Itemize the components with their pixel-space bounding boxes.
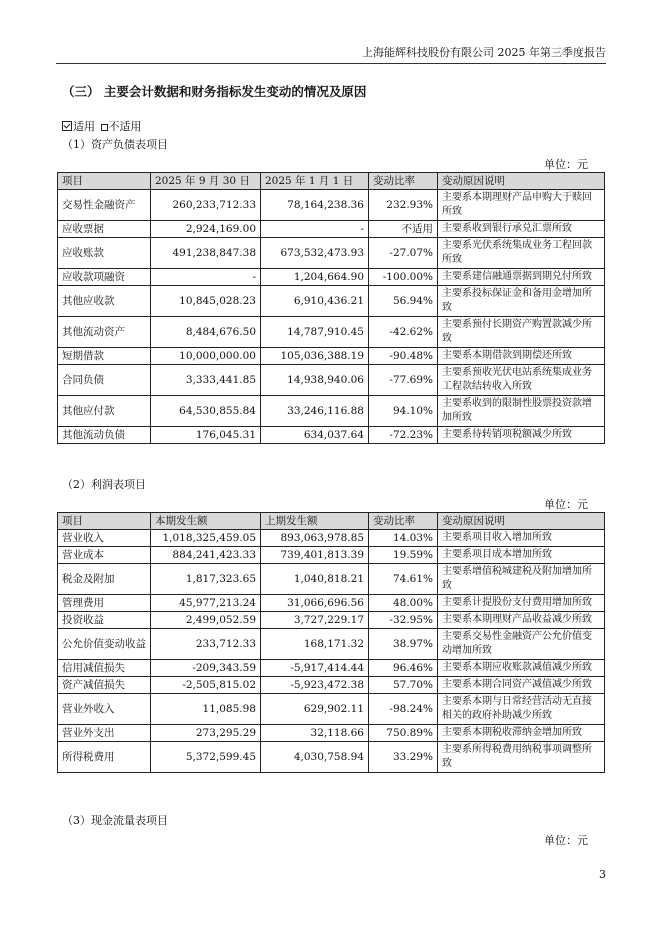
previous-value-cell: 105,036,388.19 [261,348,369,365]
current-value-cell: -2,505,815.02 [151,677,261,694]
table-row [58,564,605,595]
reason-cell: 主要系预付长期资产购置款减少所致 [438,317,605,348]
reason-cell: 主要系本期税收滞纳金增加所致 [438,725,605,742]
table-row [58,725,605,742]
reason-cell: 主要系建信融通票据到期兑付所致 [438,269,605,286]
change-rate-cell: -77.69% [369,365,438,396]
change-rate-cell: 57.70% [369,677,438,694]
header-cell: 变动比率 [369,513,438,530]
current-value-cell: 10,845,028.23 [151,286,261,317]
table-row [58,190,605,221]
table-header-row [58,513,605,530]
reason-cell: 主要系本期理财产品申购大于赎回所致 [438,190,605,221]
change-rate-cell: 38.97% [369,629,438,660]
current-value-cell: 491,238,847.38 [151,238,261,269]
header-cell: 2025 年 1 月 1 日 [261,173,369,190]
table-row [58,530,605,547]
previous-value-cell: 33,246,116.88 [261,396,369,427]
item-name-cell: 所得税费用 [58,742,151,773]
previous-value-cell: 32,118.66 [261,725,369,742]
change-rate-cell: 56.94% [369,286,438,317]
change-rate-cell: 33.29% [369,742,438,773]
item-name-cell: 管理费用 [58,595,151,612]
previous-value-cell: 673,532,473.93 [261,238,369,269]
table-row [58,238,605,269]
table-row [58,629,605,660]
current-value-cell: -209,343.59 [151,660,261,677]
reason-cell: 主要系项目成本增加所致 [438,547,605,564]
item-name-cell: 应收账款 [58,238,151,269]
page-header [56,44,606,64]
reason-cell: 主要系光伏系统集成业务工程回款所致 [438,238,605,269]
table-header-row [58,173,605,190]
current-value-cell: 64,530,855.84 [151,396,261,427]
item-name-cell: 公允价值变动收益 [58,629,151,660]
table-row [58,677,605,694]
current-value-cell: 2,924,169.00 [151,221,261,238]
item-name-cell: 营业收入 [58,530,151,547]
header-cell: 变动原因说明 [438,173,605,190]
change-rate-cell: -32.95% [369,612,438,629]
previous-value-cell: 78,164,238.36 [261,190,369,221]
current-value-cell: 45,977,213.24 [151,595,261,612]
table-row [58,396,605,427]
current-value-cell: 11,085.98 [151,694,261,725]
reason-cell: 主要系本期应收账款减值减少所致 [438,660,605,677]
item-name-cell: 信用减值损失 [58,660,151,677]
item-name-cell: 其他应付款 [58,396,151,427]
change-rate-cell: -90.48% [369,348,438,365]
table-row [58,595,605,612]
previous-value-cell: 14,938,940.06 [261,365,369,396]
applicability-options [62,118,142,134]
reason-cell: 主要系预收光伏电站系统集成业务工程款结转收入所致 [438,365,605,396]
reason-cell: 主要系投标保证金和备用金增加所致 [438,286,605,317]
item-name-cell: 资产减值损失 [58,677,151,694]
previous-value-cell: 3,727,229.17 [261,612,369,629]
applicable-label: 适用 [73,120,95,133]
previous-value-cell: 629,902.11 [261,694,369,725]
current-value-cell: 884,241,423.33 [151,547,261,564]
item-name-cell: 其他流动负债 [58,427,151,444]
change-rate-cell: 232.93% [369,190,438,221]
change-rate-cell: 48.00% [369,595,438,612]
current-value-cell: 3,333,441.85 [151,365,261,396]
table-row [58,694,605,725]
item-name-cell: 税金及附加 [58,564,151,595]
cash-flow-subtitle: （3）现金流量表项目 [62,814,168,827]
item-name-cell: 营业外收入 [58,694,151,725]
change-rate-cell: -42.62% [369,317,438,348]
item-name-cell: 其他应收款 [58,286,151,317]
table-row [58,221,605,238]
header-cell: 项目 [58,173,151,190]
previous-value-cell: 14,787,910.45 [261,317,369,348]
change-rate-cell: -98.24% [369,694,438,725]
reason-cell: 主要系本期与日常经营活动无直接相关的政府补助减少所致 [438,694,605,725]
change-rate-cell: -27.07% [369,238,438,269]
unchecked-box-icon [101,124,108,131]
item-name-cell: 其他流动资产 [58,317,151,348]
current-value-cell: 273,295.29 [151,725,261,742]
change-rate-cell: 14.03% [369,530,438,547]
change-rate-cell: -72.23% [369,427,438,444]
previous-value-cell: 4,030,758.94 [261,742,369,773]
reason-cell: 主要系收到银行承兑汇票所致 [438,221,605,238]
current-value-cell: 2,499,052.59 [151,612,261,629]
current-value-cell: 5,372,599.45 [151,742,261,773]
previous-value-cell: 739,401,813.39 [261,547,369,564]
reason-cell: 主要系收到的限制性股票投资款增加所致 [438,396,605,427]
item-name-cell: 合同负债 [58,365,151,396]
current-value-cell: - [151,269,261,286]
reason-cell: 主要系本期理财产品收益减少所致 [438,612,605,629]
reason-cell: 主要系本期借款到期偿还所致 [438,348,605,365]
item-name-cell: 营业外支出 [58,725,151,742]
change-rate-cell: 94.10% [369,396,438,427]
header-cell: 变动比率 [369,173,438,190]
change-rate-cell: 750.89% [369,725,438,742]
item-name-cell: 应收票据 [58,221,151,238]
checked-box-icon [62,121,72,131]
not-applicable-label: 不适用 [108,120,142,133]
current-value-cell: 176,045.31 [151,427,261,444]
cash-flow-unit: 单位：元 [544,834,588,847]
section-title: （三） 主要会计数据和财务指标发生变动的情况及原因 [62,84,367,99]
table-row [58,317,605,348]
reason-cell: 主要系计提股份支付费用增加所致 [438,595,605,612]
balance-sheet-subtitle: （1）资产负债表项目 [62,138,168,151]
previous-value-cell: -5,917,414.44 [261,660,369,677]
previous-value-cell: 893,063,978.85 [261,530,369,547]
current-value-cell: 1,018,325,459.05 [151,530,261,547]
table-row [58,286,605,317]
table-row [58,612,605,629]
current-value-cell: 10,000,000.00 [151,348,261,365]
item-name-cell: 投资收益 [58,612,151,629]
change-rate-cell: 不适用 [369,221,438,238]
reason-cell: 主要系增值税城建税及附加增加所致 [438,564,605,595]
table-row [58,742,605,773]
reason-cell: 主要系本期合同资产减值减少所致 [438,677,605,694]
previous-value-cell: - [261,221,369,238]
balance-sheet-unit: 单位：元 [544,158,588,171]
current-value-cell: 260,233,712.33 [151,190,261,221]
previous-value-cell: 1,040,818.21 [261,564,369,595]
item-name-cell: 短期借款 [58,348,151,365]
reason-cell: 主要系交易性金融资产公允价值变动增加所致 [438,629,605,660]
change-rate-cell: 74.61% [369,564,438,595]
table-row [58,365,605,396]
income-statement-subtitle: （2）利润表项目 [62,478,146,491]
previous-value-cell: 31,066,696.56 [261,595,369,612]
change-rate-cell: 19.59% [369,547,438,564]
header-cell: 变动原因说明 [438,513,605,530]
table-row [58,427,605,444]
income-statement-table [57,512,605,773]
reason-cell: 主要系项目收入增加所致 [438,530,605,547]
table-row [58,269,605,286]
change-rate-cell: 96.46% [369,660,438,677]
previous-value-cell: 6,910,436.21 [261,286,369,317]
header-cell: 上期发生额 [261,513,369,530]
header-cell: 本期发生额 [151,513,261,530]
current-value-cell: 8,484,676.50 [151,317,261,348]
previous-value-cell: 1,204,664.90 [261,269,369,286]
previous-value-cell: 168,171.32 [261,629,369,660]
previous-value-cell: 634,037.64 [261,427,369,444]
item-name-cell: 营业成本 [58,547,151,564]
header-cell: 2025 年 9 月 30 日 [151,173,261,190]
previous-value-cell: -5,923,472.38 [261,677,369,694]
report-title: 上海能辉科技股份有限公司 2025 年第三季度报告 [362,46,606,59]
item-name-cell: 应收款项融资 [58,269,151,286]
current-value-cell: 1,817,323.65 [151,564,261,595]
change-rate-cell: -100.00% [369,269,438,286]
item-name-cell: 交易性金融资产 [58,190,151,221]
reason-cell: 主要系所得税费用纳税事项调整所致 [438,742,605,773]
table-row [58,348,605,365]
table-row [58,547,605,564]
income-statement-unit: 单位：元 [544,498,588,511]
current-value-cell: 233,712.33 [151,629,261,660]
page-number: 3 [599,868,606,881]
table-row [58,660,605,677]
header-cell: 项目 [58,513,151,530]
balance-sheet-table [57,172,605,444]
reason-cell: 主要系待转销项税额减少所致 [438,427,605,444]
